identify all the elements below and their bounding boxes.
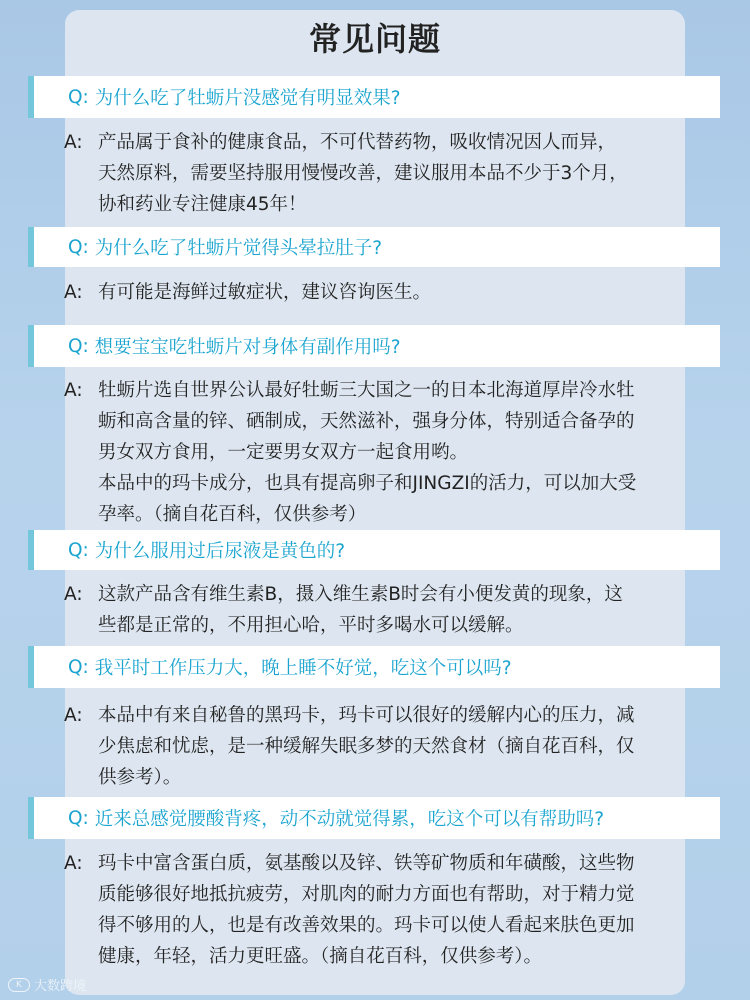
- answer-line: 天然原料，需要坚持服用慢慢改善，建议服用本品不少于3个月，: [98, 163, 628, 184]
- question-prefix: Q:: [68, 539, 89, 561]
- faq-question: [28, 797, 720, 839]
- answer-text: [98, 848, 684, 972]
- answer-line: 产品属于食补的健康食品，不可代替药物，吸收情况因人而异，: [98, 132, 617, 153]
- faq-answer: [64, 277, 684, 308]
- faq-question: [28, 76, 720, 118]
- answer-line: 供参考）。: [98, 767, 182, 788]
- answer-line: 蛎和高含量的锌、硒制成，天然滋补，强身分体，特别适合备孕的: [98, 411, 635, 432]
- answer-line: 这款产品含有维生素B，摄入维生素B时会有小便发黄的现象，这: [98, 584, 623, 605]
- question-text: 想要宝宝吃牡蛎片对身体有副作用吗?: [94, 337, 401, 358]
- answer-prefix: A:: [64, 705, 83, 726]
- watermark-text: 大数跨境: [34, 979, 87, 994]
- page-title: 常见问题: [308, 20, 441, 58]
- answer-line: 孕率。（摘自花百科，仅供参考）: [98, 504, 367, 525]
- question-text: 为什么吃了牡蛎片觉得头晕拉肚子?: [94, 238, 383, 259]
- answer-line: 玛卡中富含蛋白质，氨基酸以及锌、铁等矿物质和年磺酸，这些物: [98, 853, 635, 874]
- faq-question: [28, 227, 720, 267]
- question-text: 近来总感觉腰酸背疼，动不动就觉得累，吃这个可以有帮助吗?: [94, 809, 605, 830]
- question-prefix: Q:: [68, 656, 89, 678]
- question-prefix: Q:: [68, 807, 89, 829]
- question-text: 为什么吃了牡蛎片没感觉有明显效果?: [94, 88, 401, 109]
- faq-question: [28, 325, 720, 367]
- faq-answer: [64, 579, 684, 641]
- faq-question: [28, 646, 720, 688]
- answer-prefix: A:: [64, 380, 83, 401]
- answer-line: 本品中有来自秘鲁的黑玛卡，玛卡可以很好的缓解内心的压力，减: [98, 705, 635, 726]
- faq-answer: [64, 848, 684, 972]
- faq-answer: [64, 700, 684, 793]
- answer-line: 协和药业专注健康45年！: [98, 194, 307, 215]
- answer-text: [98, 277, 684, 308]
- faq-answer: [64, 127, 684, 220]
- answer-line: 有可能是海鲜过敏症状，建议咨询医生。: [98, 282, 432, 303]
- answer-line: 本品中的玛卡成分，也具有提高卵子和JINGZI的活力，可以加大受: [98, 473, 637, 494]
- watermark: [8, 975, 86, 994]
- answer-line: 健康，年轻，活力更旺盛。（摘自花百科，仅供参考）。: [98, 946, 543, 967]
- answer-prefix: A:: [64, 132, 83, 153]
- answer-line: 得不够用的人，也是有改善效果的。玛卡可以使人看起来肤色更加: [98, 915, 635, 936]
- answer-text: [98, 127, 684, 220]
- answer-text: [98, 579, 684, 641]
- answer-text: [98, 375, 684, 530]
- watermark-logo-icon: K: [8, 978, 30, 992]
- answer-prefix: A:: [64, 584, 83, 605]
- answer-line: 些都是正常的，不用担心哈，平时多喝水可以缓解。: [98, 615, 524, 636]
- faq-question: [28, 530, 720, 570]
- question-prefix: Q:: [68, 335, 89, 357]
- answer-prefix: A:: [64, 282, 83, 303]
- answer-prefix: A:: [64, 853, 83, 874]
- question-text: 为什么服用过后尿液是黄色的?: [94, 541, 346, 562]
- answer-line: 牡蛎片选自世界公认最好牡蛎三大国之一的日本北海道厚岸冷水牡: [98, 380, 635, 401]
- answer-line: 质能够很好地抵抗疲劳，对肌肉的耐力方面也有帮助，对于精力觉: [98, 884, 635, 905]
- question-text: 我平时工作压力大，晚上睡不好觉，吃这个可以吗?: [94, 658, 512, 679]
- question-prefix: Q:: [68, 86, 89, 108]
- question-prefix: Q:: [68, 236, 89, 258]
- answer-line: 少焦虑和忧虑，是一种缓解失眠多梦的天然食材（摘自花百科，仅: [98, 736, 635, 757]
- answer-text: [98, 700, 684, 793]
- faq-answer: [64, 375, 684, 530]
- answer-line: 男女双方食用，一定要男女双方一起食用哟。: [98, 442, 469, 463]
